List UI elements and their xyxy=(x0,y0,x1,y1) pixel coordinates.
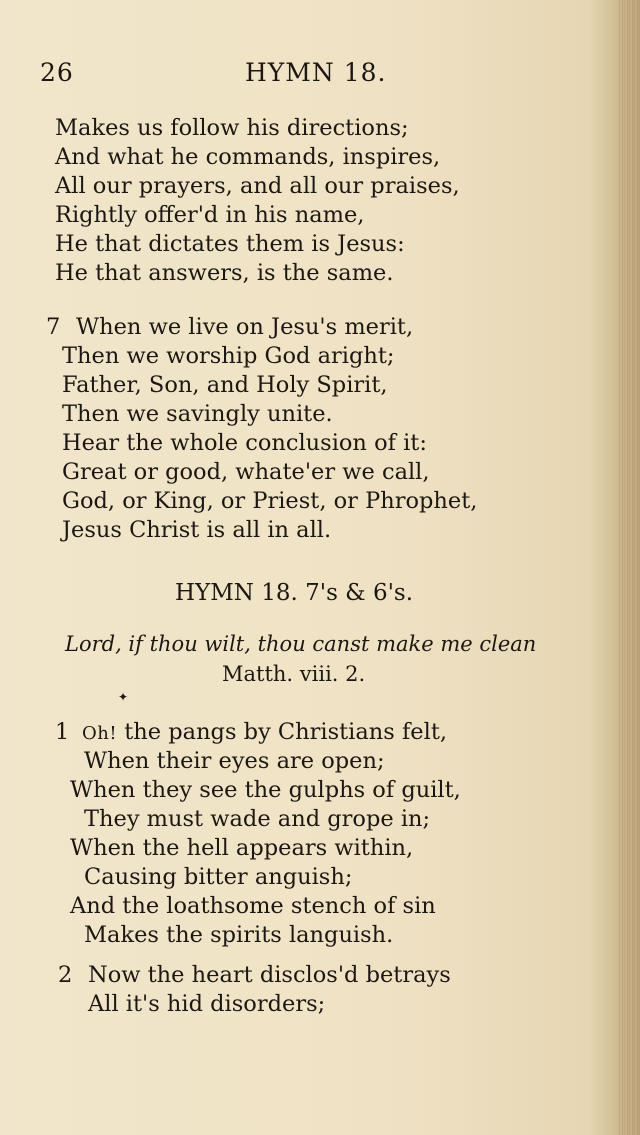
verse-line: All it's hid disorders; xyxy=(88,991,326,1017)
verse-line: And what he commands, inspires, xyxy=(55,144,441,170)
verse-line: They must wade and grope in; xyxy=(84,806,431,832)
verse-line: Rightly offer'd in his name, xyxy=(55,202,365,228)
verse-line: Great or good, whate'er we call, xyxy=(62,459,430,485)
verse-line: Now the heart disclos'd betrays xyxy=(88,962,451,988)
ornament-mark: ✦ xyxy=(118,690,129,704)
verse-line: All our prayers, and all our praises, xyxy=(55,173,460,199)
verse-line: When their eyes are open; xyxy=(84,748,385,774)
first-word: Oh! xyxy=(82,723,118,744)
stanza-number: 1 xyxy=(55,719,70,745)
verse-line: God, or King, or Priest, or Phrophet, xyxy=(62,488,478,514)
verse-line: When the hell appears within, xyxy=(70,835,414,861)
verse-line: Causing bitter anguish; xyxy=(84,864,353,890)
verse-line: When they see the gulphs of guilt, xyxy=(70,777,461,803)
verse-line: Then we savingly unite. xyxy=(62,401,333,427)
epigraph: Lord, if thou wilt, thou canst make me clean xyxy=(65,632,537,656)
verse-line: When we live on Jesu's merit, xyxy=(76,314,414,340)
verse-line: Makes the spirits languish. xyxy=(84,922,394,948)
verse-line: He that dictates them is Jesus: xyxy=(55,231,405,257)
running-title: HYMN 18. xyxy=(245,58,387,87)
verse-line: Then we worship God aright; xyxy=(62,343,395,369)
hymn-title: HYMN 18. 7's & 6's. xyxy=(175,580,414,606)
stanza-number: 2 xyxy=(58,962,73,988)
verse-line: He that answers, is the same. xyxy=(55,260,394,286)
verse-line: Hear the whole conclusion of it: xyxy=(62,430,427,456)
verse-line-first xyxy=(82,718,447,748)
verse-line: And the loathsome stench of sin xyxy=(70,893,436,919)
page-number: 26 xyxy=(40,58,74,87)
page-edge xyxy=(618,0,640,1135)
scripture-reference: Matth. viii. 2. xyxy=(222,662,366,686)
stanza-number: 7 xyxy=(46,314,61,340)
verse-line: Father, Son, and Holy Spirit, xyxy=(62,372,388,398)
verse-line: Makes us follow his directions; xyxy=(55,115,409,141)
page-header xyxy=(40,58,560,88)
first-line-rest: the pangs by Christians felt, xyxy=(124,719,448,745)
verse-line: Jesus Christ is all in all. xyxy=(62,517,332,543)
